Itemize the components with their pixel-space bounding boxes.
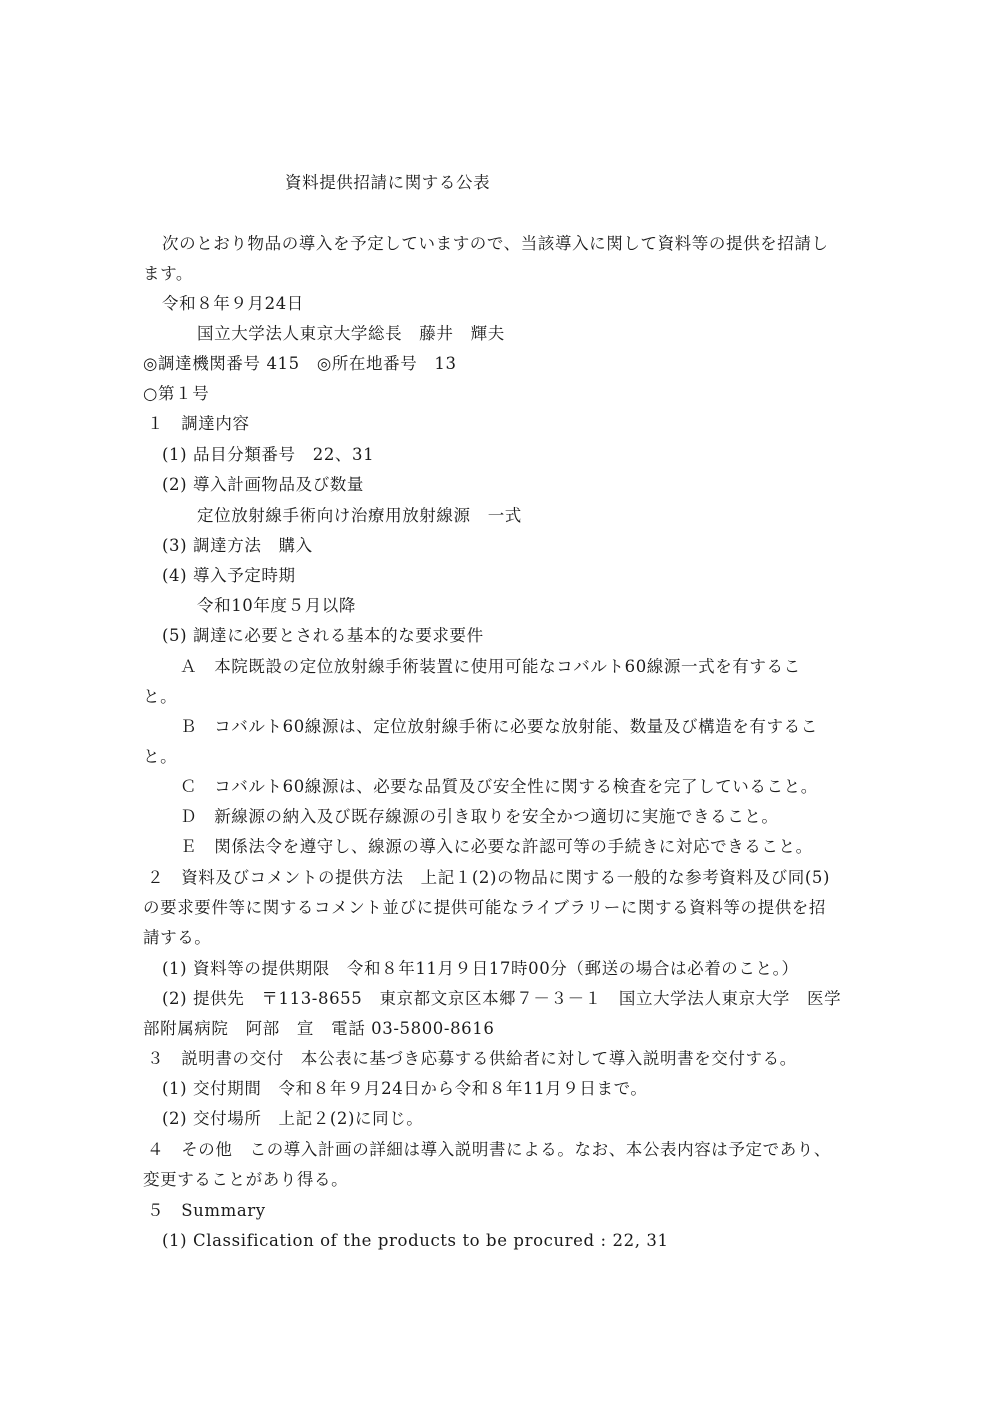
section-1-item-5: (5) 調達に必要とされる基本的な要求要件 (162, 626, 484, 645)
requirement-e: Ｅ 関係法令を遵守し、線源の導入に必要な許認可等の手続きに対応できること。 (180, 837, 813, 856)
requirement-d: Ｄ 新線源の納入及び既存線源の引き取りを安全かつ適切に実施できること。 (180, 807, 779, 826)
requirement-c: Ｃ コバルト60線源は、必要な品質及び安全性に関する検査を完了していること。 (180, 777, 818, 796)
section-2-line-1: ２ 資料及びコメントの提供方法 上記１(2)の物品に関する一般的な参考資料及び同(5) (147, 868, 831, 887)
requirement-a-line-1: Ａ 本院既設の定位放射線手術装置に使用可能なコバルト60線源一式を有するこ (180, 657, 801, 676)
section-1-item-1: (1) 品目分類番号 22、31 (162, 445, 375, 464)
intro-text-line-2: ます。 (143, 264, 193, 283)
section-5-item-1: (1) Classification of the products to be procured : 22, 31 (162, 1231, 669, 1250)
section-2-item-2-line-1: (2) 提供先 〒113-8655 東京都文京区本郷７－３－１ 国立大学法人東京大学 医学 (162, 989, 842, 1008)
section-2-item-2-line-2: 部附属病院 阿部 宣 電話 03-5800-8616 (143, 1019, 495, 1038)
section-2-line-2: の要求要件等に関するコメント並びに提供可能なライブラリーに関する資料等の提供を招 (143, 898, 827, 917)
section-4-line-2: 変更することがあり得る。 (143, 1170, 349, 1189)
section-4-line-1: ４ その他 この導入計画の詳細は導入説明書による。なお、本公表内容は予定であり、 (147, 1140, 831, 1159)
section-1-item-2-detail: 定位放射線手術向け治療用放射線源 一式 (197, 506, 522, 525)
section-3-item-1: (1) 交付期間 令和８年９月24日から令和８年11月９日まで。 (162, 1079, 648, 1098)
section-1-heading: １ 調達内容 (147, 414, 250, 433)
section-3-heading: ３ 説明書の交付 本公表に基づき応募する供給者に対して導入説明書を交付する。 (147, 1049, 797, 1068)
document-title: 資料提供招請に関する公表 (285, 173, 491, 192)
requirement-b-line-1: Ｂ コバルト60線源は、定位放射線手術に必要な放射能、数量及び構造を有するこ (180, 717, 818, 736)
section-2-line-3: 請する。 (143, 928, 212, 947)
procurement-codes: ◎調達機関番号 415 ◎所在地番号 13 (143, 354, 457, 373)
notice-number: ○第１号 (143, 384, 210, 403)
section-2-item-1: (1) 資料等の提供期限 令和８年11月９日17時00分（郵送の場合は必着のこと。） (162, 959, 799, 978)
section-1-item-3: (3) 調達方法 購入 (162, 536, 313, 555)
requirement-a-line-2: と。 (143, 687, 178, 706)
requirement-b-line-2: と。 (143, 747, 178, 766)
announcement-date: 令和８年９月24日 (162, 294, 304, 313)
section-1-item-4-detail: 令和10年度５月以降 (197, 596, 356, 615)
section-1-item-4: (4) 導入予定時期 (162, 566, 296, 585)
section-3-item-2: (2) 交付場所 上記２(2)に同じ。 (162, 1109, 424, 1128)
intro-text-line-1: 次のとおり物品の導入を予定していますので、当該導入に関して資料等の提供を招請し (162, 234, 829, 253)
section-5-heading: ５ Summary (147, 1201, 266, 1220)
issuer-name: 国立大学法人東京大学総長 藤井 輝夫 (197, 324, 505, 343)
section-1-item-2: (2) 導入計画物品及び数量 (162, 475, 365, 494)
